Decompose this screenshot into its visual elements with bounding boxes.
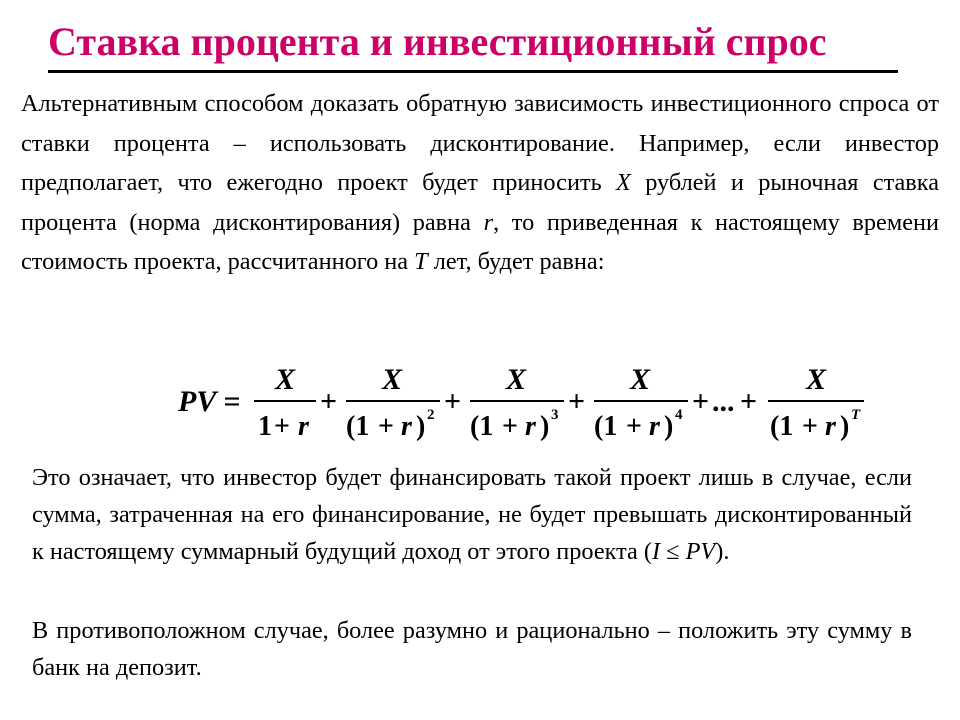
paragraph-text: лет, будет равна: [427, 248, 605, 275]
leq-symbol: ≤ [660, 538, 686, 565]
paragraph-investment-condition [32, 459, 912, 570]
plus-sign-5: + [740, 385, 758, 418]
paragraph-text: Альтернативным способом доказать обратную зависимость инвестиционного спроса от ставки процента – использовать дисконтирование. Например, если инвестор предполагает, что ежегодно проект будет приносить [21, 90, 939, 196]
formula-ellipsis: ... [712, 385, 735, 418]
variable-t: T [414, 248, 428, 275]
formula-svg [170, 356, 890, 452]
term4-open: (1 [594, 411, 618, 442]
paragraph-text: рублей и рыночная ставка процента (норма дисконтирования) равна [21, 169, 939, 236]
term3-plus: + [502, 411, 518, 442]
term2-close: ) [416, 411, 426, 442]
plus-sign-3: + [568, 385, 586, 418]
variable-r: r [483, 208, 494, 236]
term2-open: (1 [346, 411, 370, 442]
variable-i: I [652, 538, 661, 565]
plus-sign-4: + [692, 385, 710, 418]
termT-plus: + [802, 411, 818, 442]
term4-numerator: X [629, 363, 651, 396]
paragraph-text: ). [715, 538, 730, 565]
term1-r: r [298, 411, 309, 442]
paragraph-alternative: В противоположном случае, более разумно и рационально – положить эту сумму в банк на депозит. [32, 617, 912, 681]
term3-open: (1 [470, 411, 494, 442]
termT-close: ) [840, 411, 850, 442]
paragraph-text: , то приведенная к настоящему времени стоимость проекта, рассчитанного на [21, 208, 939, 275]
term1-numerator: X [274, 363, 296, 396]
paragraph-text: Это означает, что инвестор будет финансировать такой проект лишь в случае, если сумма, затраченная на его финансирование, не будет превышать дисконтированный к настоящему суммарный будущий доход от этого проекта ( [32, 464, 912, 565]
term2-numerator: X [381, 363, 403, 396]
term4-exponent: 4 [675, 407, 683, 423]
slide-title: Ставка процента и инвестиционный спрос [48, 19, 827, 64]
variable-pv: PV [685, 538, 716, 565]
term4-plus: + [626, 411, 642, 442]
paragraph-discounting-intro [21, 84, 939, 282]
term2-r: r [401, 411, 412, 442]
present-value-formula [170, 356, 890, 452]
term2-exponent: 2 [427, 407, 435, 423]
term2-plus: + [378, 411, 394, 442]
term1-one: 1 [258, 411, 272, 442]
termT-numerator: X [805, 363, 827, 396]
termT-open: (1 [770, 411, 794, 442]
plus-sign-2: + [444, 385, 462, 418]
term1-plus: + [274, 411, 290, 442]
termT-exponent: T [851, 407, 861, 423]
variable-x: X [616, 169, 631, 196]
term3-numerator: X [505, 363, 527, 396]
term3-close: ) [540, 411, 550, 442]
plus-sign-1: + [320, 385, 338, 418]
term3-r: r [525, 411, 536, 442]
formula-lhs: PV = [178, 385, 241, 418]
termT-r: r [825, 411, 836, 442]
title-underline [48, 70, 898, 73]
term4-r: r [649, 411, 660, 442]
term4-close: ) [664, 411, 674, 442]
term3-exponent: 3 [551, 407, 559, 423]
